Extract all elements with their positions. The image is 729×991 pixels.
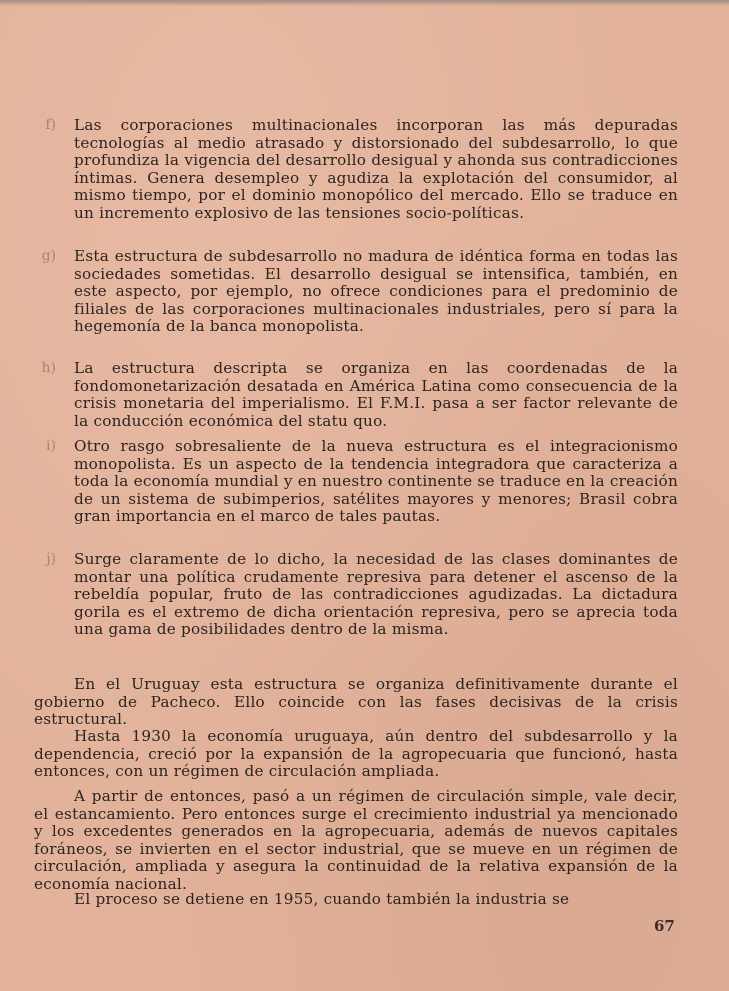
list-item-g xyxy=(41,247,678,336)
list-item-text: Las corporaciones multinacionales incorporan las más depuradas tecnologías al medio atrasado y distorsionado del subdesarrollo, lo que profundiza la vigencia del desarrollo desigual y ahonda sus contradicciones íntimas. Genera desempleo y agudiza la explotación del consumidor, al mismo tiempo, por el dominio monopólico del mercado. Ello se traduce en un incremento explosivo de las tensiones socio-políticas. xyxy=(74,116,678,222)
list-item-text: La estructura descripta se organiza en las coordenadas de la fondomonetarización desatada en América Latina como consecuencia de la crisis monetaria del imperialismo. El F.M.I. pasa a ser factor relevante de la conducción económica del statu quo. xyxy=(74,359,678,430)
list-item-f xyxy=(45,116,678,223)
body-paragraph xyxy=(34,788,678,894)
body-paragraph xyxy=(34,728,678,781)
list-marker: f) xyxy=(45,117,56,133)
paragraph-text: Hasta 1930 la economía uruguaya, aún dentro del subdesarrollo y la dependencia, creció por la expansión de la agropecuaria que funcionó, hasta entonces, con un régimen de circulación ampliada. xyxy=(34,727,678,781)
list-item-text: Surge claramente de lo dicho, la necesidad de las clases dominantes de montar una política crudamente represiva para detener el ascenso de la rebeldía popular, fruto de las contradicciones agudizadas. La dictadura gorila es el extremo de dicha orientación represiva, pero se aprecia toda una gama de posibilidades dentro de la misma. xyxy=(74,550,678,639)
list-item-text: Otro rasgo sobresaliente de la nueva estructura es el integracionismo monopolista. Es un aspecto de la tendencia integradora que caracteriza a toda la economía mundial y en nuestro continente se traduce en la creación de un sistema de subimperios, satélites mayores y menores; Brasil cobra gran importancia en el marco de tales pautas. xyxy=(74,437,678,526)
paragraph-text: El proceso se detiene en 1955, cuando también la industria se xyxy=(74,890,570,908)
list-item-h xyxy=(41,359,678,430)
page-number: 67 xyxy=(654,917,675,935)
list-marker: h) xyxy=(41,360,56,376)
list-item-j xyxy=(46,550,678,639)
paragraph-text: En el Uruguay esta estructura se organiza definitivamente durante el gobierno de Pacheco. Ello coincide con las fases decisivas de la crisis estructural. xyxy=(34,675,678,729)
list-item-text: Esta estructura de subdesarrollo no madura de idéntica forma en todas las sociedades sometidas. El desarrollo desigual se intensifica, también, en este aspecto, por ejemplo, no ofrece condiciones para el predominio de filiales de las corporaciones multinacionales industriales, pero sí para la hegemonía de la banca monopolista. xyxy=(74,247,678,336)
body-paragraph xyxy=(34,891,678,909)
list-item-i xyxy=(46,437,678,526)
page-top-edge xyxy=(0,0,729,6)
paragraph-text: A partir de entonces, pasó a un régimen de circulación simple, vale decir, el estancamiento. Pero entonces surge el crecimiento industrial ya mencionado y los excedentes generados en la agropecuaria, además de nuevos capitales foráneos, se invierten en el sector industrial, que se mueve en un régimen de circulación, ampliada y asegura la continuidad de la relativa expansión de la economía nacional. xyxy=(34,787,678,893)
body-paragraph xyxy=(34,676,678,729)
list-marker: j) xyxy=(46,551,56,567)
list-marker: i) xyxy=(46,438,56,454)
list-marker: g) xyxy=(41,248,56,264)
